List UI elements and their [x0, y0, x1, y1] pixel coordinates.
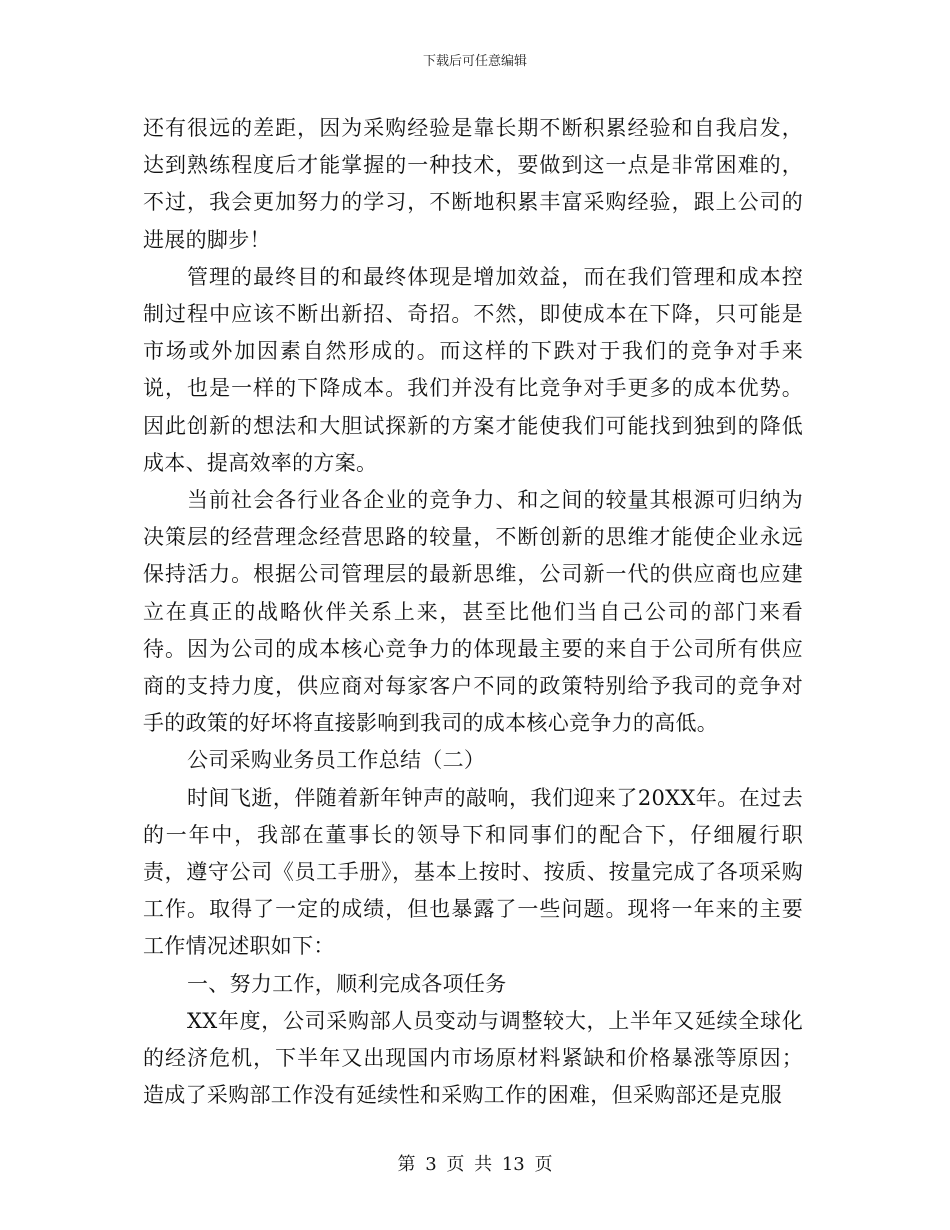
section-heading: 一、努力工作，顺利完成各项任务: [187, 971, 507, 996]
page-header: 下载后可任意编辑: [422, 54, 527, 69]
paragraph: 管理的最终目的和最终体现是增加效益，而在我们管理和成本控制过程中应该不断出新招、奇招。不然，即使成本在下降，只可能是市场或外加因素自然形成的。而这样的下跌对于我们的竞争对手来说，也是一样的下降成本。我们并没有比竞争对手更多的成本优势。因此创新的想法和大胆试探新的方案才能使我们可能找到独到的降低成本、提高效率的方案。: [143, 264, 803, 475]
paragraph: 还有很远的差距，因为采购经验是靠长期不断积累经验和自我启发，达到熟练程度后才能掌握的一种技术，要做到这一点是非常困难的，不过，我会更加努力的学习，不断地积累丰富采购经验，跟上公司的进展的脚步！: [143, 116, 803, 252]
paragraph: 当前社会各行业各企业的竞争力、和之间的较量其根源可归纳为决策层的经营理念经营思路的较量，不断创新的思维才能使企业永远保持活力。根据公司管理层的最新思维，公司新一代的供应商也应建立在真正的战略伙伴关系上来，甚至比他们当自己公司的部门来看待。因为公司的成本核心竞争力的体现最主要的来自于公司所有供应商的支持力度，供应商对每家客户不同的政策特别给予我司的竞争对手的政策的好坏将直接影响到我司的成本核心竞争力的高低。: [143, 488, 803, 736]
paragraph: XX年度，公司采购部人员变动与调整较大，上半年又延续全球化的经济危机，下半年又出现国内市场原材料紧缺和价格暴涨等原因；造成了采购部工作没有延续性和采购工作的困难，但采购部还是克服: [143, 1008, 803, 1108]
section-heading: 公司采购业务员工作总结（二）: [187, 748, 486, 773]
document-body: [143, 110, 803, 1114]
paragraph: 时间飞逝，伴随着新年钟声的敲响，我们迎来了20XX年。在过去的一年中，我部在董事长的领导下和同事们的配合下，仔细履行职责，遵守公司《员工手册》，基本上按时、按质、按量完成了各项采购工作。取得了一定的成绩，但也暴露了一些问题。现将一年来的主要工作情况述职如下：: [143, 785, 803, 959]
page-number: 第 3 页 共 13 页: [397, 1154, 553, 1175]
